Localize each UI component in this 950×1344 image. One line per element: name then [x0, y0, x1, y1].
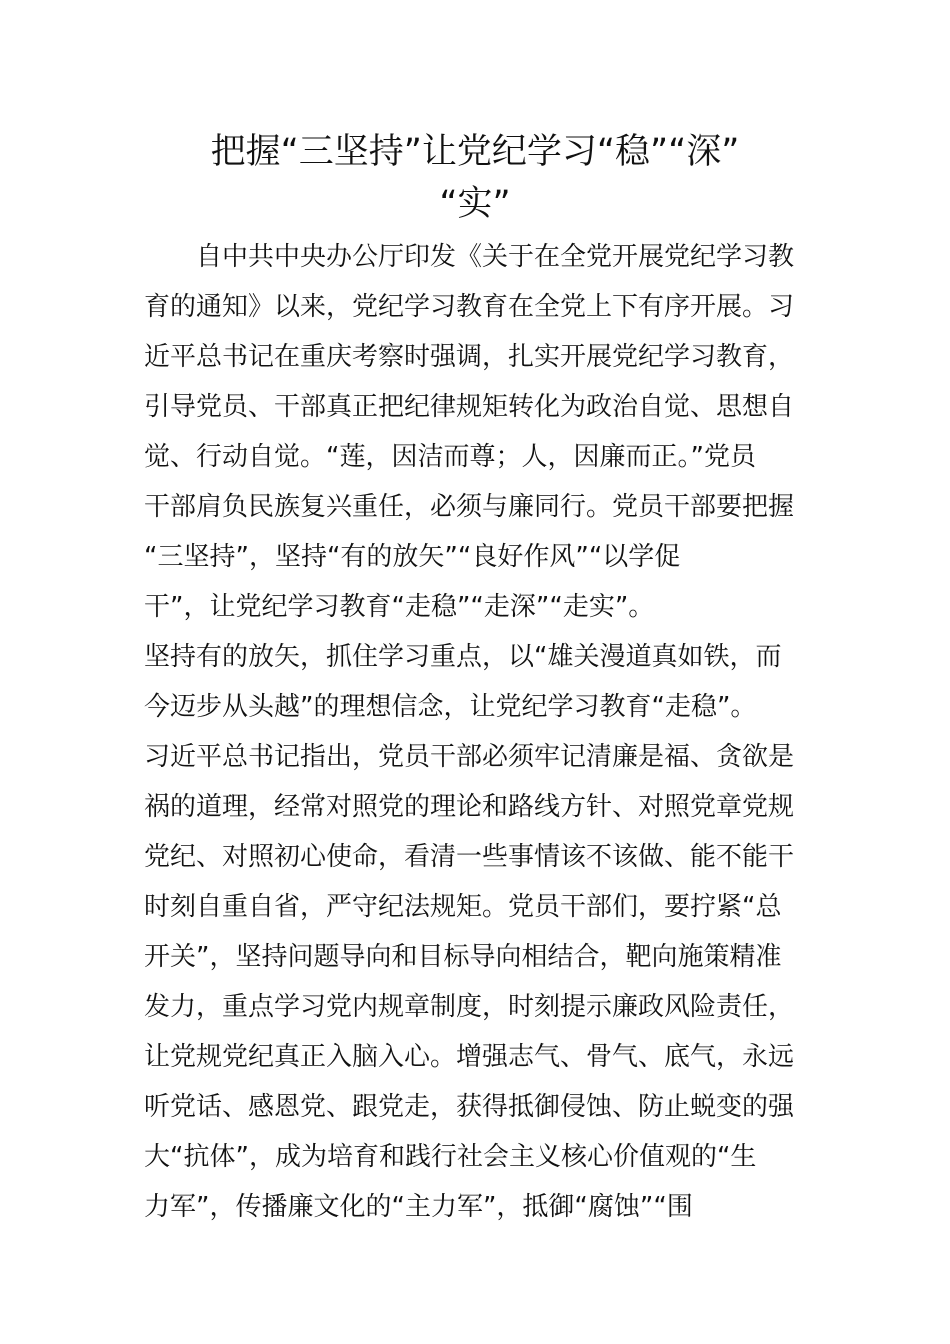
body-line: 党纪、对照初心使命，看清一些事情该不该做、能不能干 [144, 842, 795, 872]
body-line: 听党话、感恩党、跟党走，获得抵御侵蚀、防止蜕变的强 [144, 1092, 795, 1122]
body-line: 发力，重点学习党内规章制度，时刻提示廉政风险责任， [144, 992, 795, 1022]
body-line: 引导党员、干部真正把纪律规矩转化为政治自觉、思想自 [144, 392, 795, 422]
body-line: 干部肩负民族复兴重任，必须与廉同行。党员干部要把握 [144, 492, 795, 522]
document-body [144, 232, 808, 1232]
body-line: 育的通知》以来，党纪学习教育在全党上下有序开展。习 [144, 292, 795, 322]
body-line: 习近平总书记指出，党员干部必须牢记清廉是福、贪欲是 [144, 742, 795, 772]
title-line: “实” [439, 184, 511, 224]
body-line: “三坚持”，坚持“有的放矢”“良好作风”“以学促 [144, 542, 681, 572]
body-line: 让党规党纪真正入脑入心。增强志气、骨气、底气，永远 [144, 1042, 795, 1072]
body-line: 祸的道理，经常对照党的理论和路线方针、对照党章党规 [144, 792, 795, 822]
body-line: 时刻自重自省，严守纪法规矩。党员干部们，要拧紧“总 [144, 892, 782, 922]
body-line: 今迈步从头越”的理想信念，让党纪学习教育“走稳”。 [144, 692, 757, 722]
body-line: 自中共中央办公厅印发《关于在全党开展党纪学习教 [144, 242, 795, 272]
body-line: 大“抗体”，成为培育和践行社会主义核心价值观的“生 [144, 1142, 757, 1172]
document-title [130, 126, 820, 230]
body-line: 干”，让党纪学习教育“走稳”“走深”“走实”。 [144, 592, 655, 622]
body-line: 坚持有的放矢，抓住学习重点，以“雄关漫道真如铁，而 [144, 642, 782, 672]
body-line: 开关”，坚持问题导向和目标导向相结合，靶向施策精准 [144, 942, 782, 972]
body-line: 近平总书记在重庆考察时强调，扎实开展党纪学习教育， [144, 342, 795, 372]
title-line: 把握“三坚持”让党纪学习“稳”“深” [210, 132, 740, 172]
body-line: 觉、行动自觉。“莲，因洁而尊；人，因廉而正。”党员 [144, 442, 756, 472]
body-line: 力军”，传播廉文化的“主力军”，抵御“腐蚀”“围 [144, 1192, 693, 1222]
